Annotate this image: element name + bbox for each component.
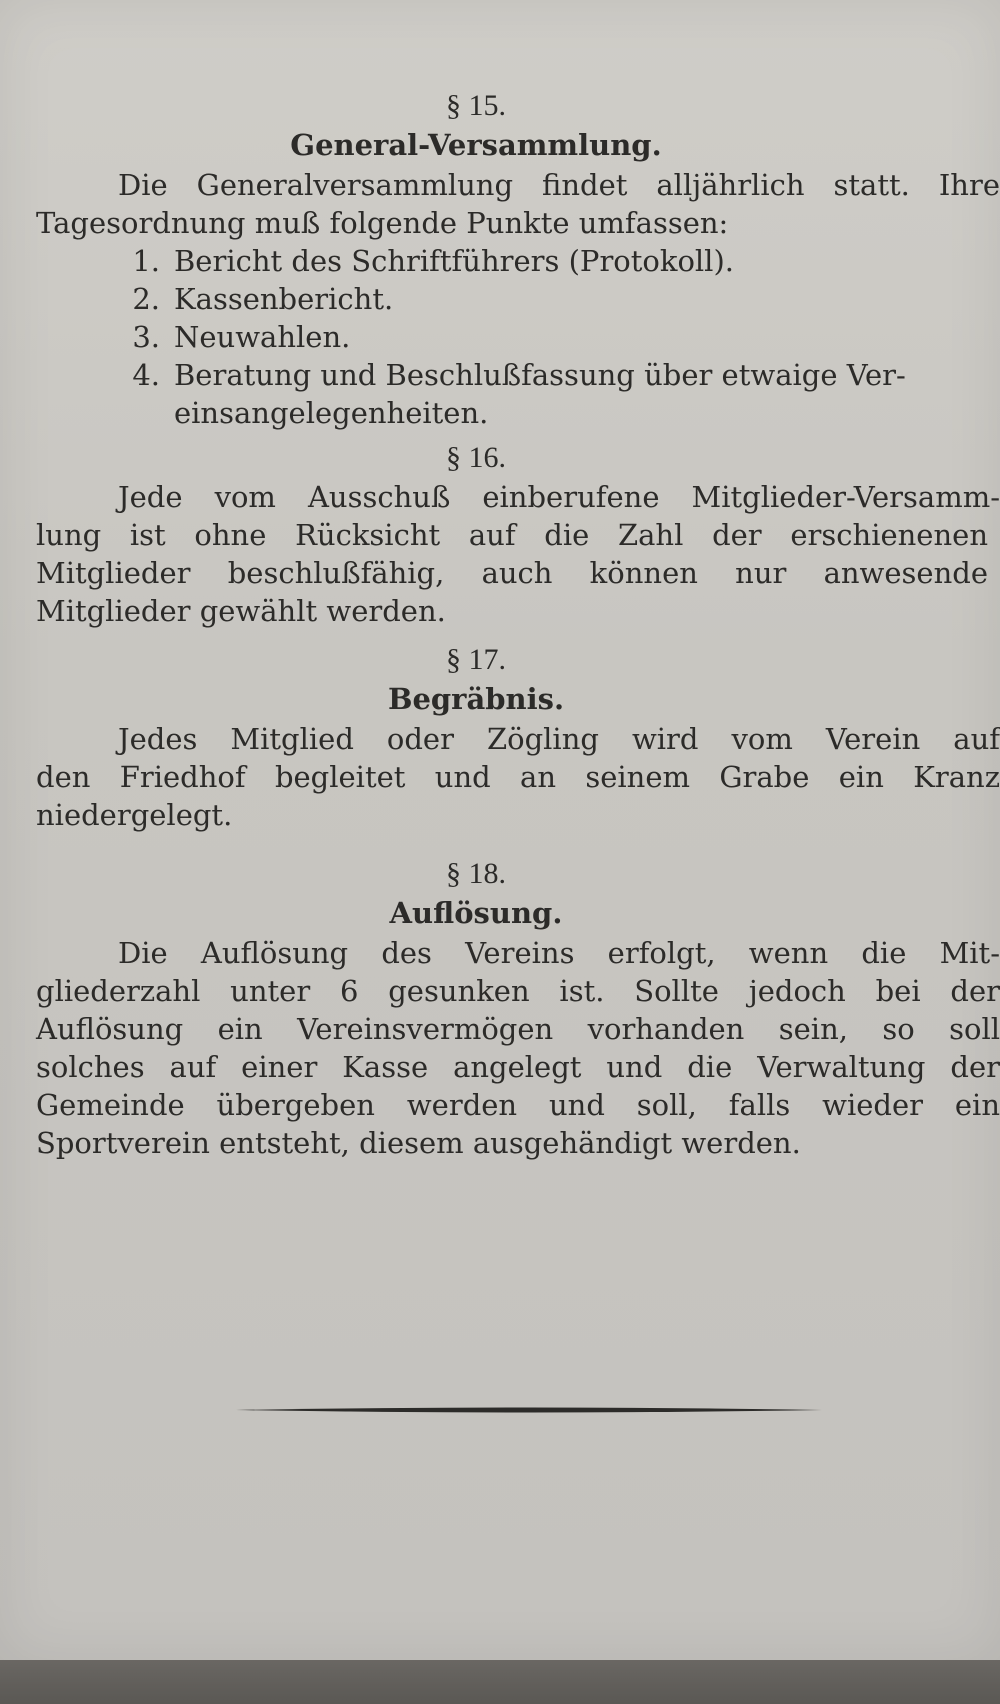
text-line: Gemeinde übergeben werden und soll, falls wieder ein: [36, 1088, 1000, 1122]
page-edge-shadow: [0, 1660, 1000, 1704]
list-item: [36, 318, 1000, 356]
section-17: [36, 640, 1000, 834]
list-item: [36, 356, 1000, 394]
section-heading: Begräbnis.: [387, 682, 565, 716]
text-line: den Friedhof begleitet und an seinem Grabe ein Kranz: [36, 760, 1000, 794]
agenda-list: [36, 242, 1000, 432]
list-text: Neuwahlen.: [174, 320, 351, 354]
text-line: Die Auflösung des Vereins erfolgt, wenn die Mit-: [118, 936, 1000, 970]
list-item: [36, 242, 1000, 280]
list-number: 1.: [132, 244, 160, 278]
text-line: Mitglieder beschlußfähig, auch können nur anwesende: [36, 556, 988, 590]
text-line: Auflösung ein Vereinsvermögen vorhanden sein, so soll: [36, 1012, 1000, 1046]
text-line: Die Generalversammlung findet alljährlich statt. Ihre: [118, 168, 1000, 202]
paragraph: [36, 934, 1000, 1162]
section-number: § 16.: [446, 441, 506, 474]
text-line: Jede vom Ausschuß einberufene Mitglieder-Versamm-: [118, 480, 1000, 514]
page-text: [36, 86, 1000, 1162]
list-item: [36, 280, 1000, 318]
list-number: 4.: [132, 358, 160, 392]
list-item-continuation: einsangelegenheiten.: [174, 396, 489, 430]
section-16: [36, 438, 1000, 630]
text-line: solches auf einer Kasse angelegt und die Verwaltung der: [36, 1050, 1000, 1084]
list-number: 2.: [132, 282, 160, 316]
ornamental-rule: [236, 1405, 822, 1415]
section-number: § 18.: [446, 857, 506, 890]
paragraph: [36, 166, 1000, 242]
section-heading: Auflösung.: [389, 896, 563, 930]
list-text: Kassenbericht.: [174, 282, 394, 316]
text-line: Tagesordnung muß folgende Punkte umfassen:: [36, 206, 729, 240]
text-line: niedergelegt.: [36, 798, 233, 832]
section-18: [36, 854, 1000, 1162]
paragraph: [36, 478, 1000, 630]
text-line: Mitglieder gewählt werden.: [36, 594, 446, 628]
text-line: lung ist ohne Rücksicht auf die Zahl der erschienenen: [36, 518, 988, 552]
section-15: [36, 86, 1000, 432]
section-number: § 15.: [446, 89, 506, 122]
text-line: Jedes Mitglied oder Zögling wird vom Verein auf: [118, 722, 1000, 756]
list-text: Bericht des Schriftführers (Protokoll).: [174, 244, 734, 278]
text-line: Sportverein entsteht, diesem ausgehändigt werden.: [36, 1126, 801, 1160]
list-number: 3.: [132, 320, 160, 354]
list-text: Beratung und Beschlußfassung über etwaige Ver-: [174, 358, 906, 392]
text-line: gliederzahl unter 6 gesunken ist. Sollte jedoch bei der: [36, 974, 1000, 1008]
section-heading: General-Versammlung.: [290, 128, 662, 162]
paragraph: [36, 720, 1000, 834]
section-number: § 17.: [446, 643, 506, 676]
